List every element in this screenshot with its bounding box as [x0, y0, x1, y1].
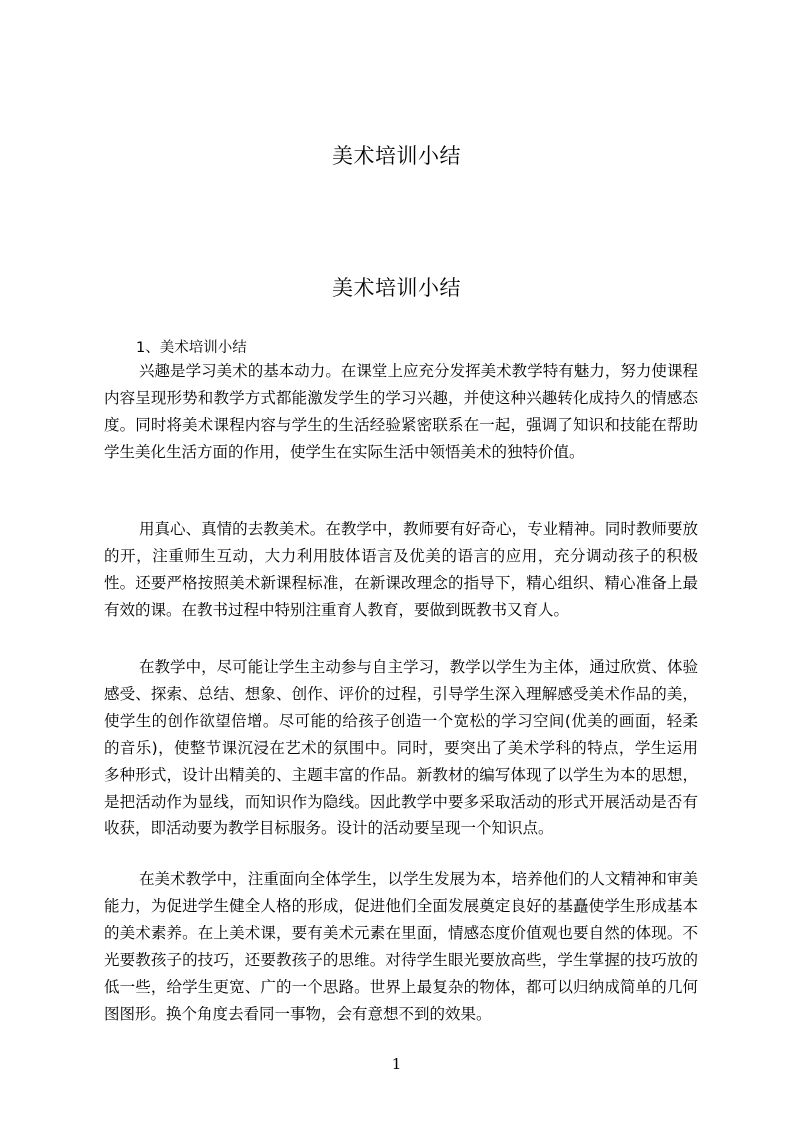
page-number: 1 — [391, 1055, 402, 1073]
section-heading: 1、美术培训小结 — [136, 340, 247, 356]
body-paragraph: 用真心、真情的去教美术。在教学中，教师要有好奇心，专业精神。同时教师要放的开，注重师生互动，大力利用肢体语言及优美的语言的应用，充分调动孩子的积极性。还要严格按照美术新课程标准，在新课改理念的指导下，精心组织、精心准备上最有效的课。在教书过程中特别注重育人教育，要做到既教书又育人。 — [104, 520, 698, 619]
body-paragraph: 在美术教学中，注重面向全体学生，以学生发展为本，培养他们的人文精神和审美能力，为促进学生健全人格的形成，促进他们全面发展奠定良好的基矗使学生形成基本的美术素养。在上美术课，要有美术元素在里面，情感态度价值观也要自然的体现。不光要教孩子的技巧，还要教孩子的思维。对待学生眼光要放高些，学生掌握的技巧放的低一些，给学生更宽、广的一个思路。世界上最复杂的物体，都可以归纳成简单的几何图图形。换个角度去看同一事物，会有意想不到的效果。 — [104, 870, 698, 1023]
main-title: 美术培训小结 — [332, 276, 461, 300]
body-paragraph: 兴趣是学习美术的基本动力。在课堂上应充分发挥美术教学特有魅力，努力使课程内容呈现形势和教学方式都能激发学生的学习兴趣，并使这种兴趣转化成持久的情感态度。同时将美术课程内容与学生的生活经验紧密联系在一起，强调了知识和技能在帮助学生美化生活方面的作用，使学生在实际生活中领悟美术的独特价值。 — [104, 362, 698, 461]
body-paragraph: 在教学中，尽可能让学生主动参与自主学习，教学以学生为主体，通过欣赏、体验感受、探索、总结、想象、创作、评价的过程，引导学生深入理解感受美术作品的美，使学生的创作欲望倍增。尽可能的给孩子创造一个宽松的学习空间(优美的画面，轻柔的音乐)，使整节课沉浸在艺术的氛围中。同时，要突出了美术学科的特点，学生运用多种形式，设计出精美的、主题丰富的作品。新教材的编写体现了以学生为本的思想，是把活动作为显线，而知识作为隐线。因此教学中要多采取活动的形式开展活动是否有收获，即活动要为教学目标服务。设计的活动要呈现一个知识点。 — [104, 658, 698, 838]
header-title: 美术培训小结 — [332, 144, 461, 168]
